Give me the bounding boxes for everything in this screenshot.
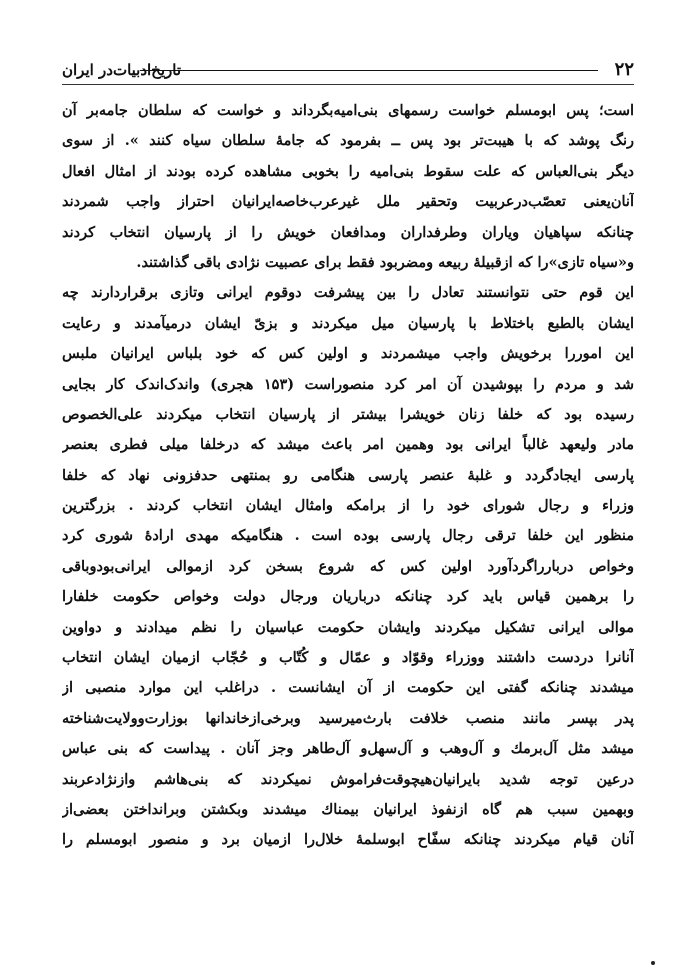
- text-line: ایشان بالطبع باختلاط با پارسیان میل میکردند و بزیّ ایشان درمیآمدند و رعایت: [62, 314, 634, 332]
- text-line: این اموررا برخویش واجب میشمردند و اولین کس که خود بلباس ایرانیان ملبس: [62, 345, 634, 363]
- text-line: وبهمین سبب هم گاه ازنفوذ ایرانیان بیمناك میشدند وبکشتن وبرانداختن بعضی‌از: [62, 800, 634, 818]
- text-line: و«سیاه تازی»را که ازقبیلهٔ ربیعه ومضربود فقط برای عصبیت نژادی باقی گذاشتند.: [136, 253, 634, 271]
- text-line: وخواص دربارراگردآورد اولین کس که شروع بسخن کرد ازموالی ایرانی‌بودوباقی: [62, 557, 634, 575]
- header-rule: [140, 70, 598, 71]
- text-line: موالی ایرانی تشکیل میکردند وایشان حکومت عباسیان را نظم میدادند و دواوین: [62, 618, 634, 636]
- text-line: آنان قیام میکردند چنانکه سفّاح ابوسلمهٔ خلال‌را ازمیان برد و منصور ابومسلم را: [62, 831, 634, 849]
- text-line: آنان‌یعنی تعصّب‌درعربیت وتحقیر ملل غیرعرب‌خاصه‌ایرانیان احتراز واجب شمردند: [62, 193, 634, 211]
- text-line: درعین توجه شدید بایرانیان‌هیچوقت‌فراموش نمیکردند که بنی‌هاشم وازنژادعربند: [62, 770, 634, 788]
- text-line: پارسی ایجادگردد و غلبهٔ عنصر پارسی هنگامی رو بمنتهی حدفزونی نهاد که خلفا: [62, 466, 634, 484]
- text-line: میشد مثل آل‌برمك و آل‌وهب و آل‌سهل‌و آل‌طاهر وجز آنان . پیداست که بنی عباس: [62, 740, 634, 758]
- text-line: دیگر بنی‌العباس که علت سقوط بنی‌امیه را بخوبی مشاهده کرده بودند از امثال افعال: [62, 162, 634, 180]
- text-line: رنگ پوشد که با هیبت‌تر بود پس ــ بفرمود که جامهٔ سلطان سیاه کنند ». از سوی: [62, 132, 634, 150]
- page-number: ۲۲: [614, 59, 634, 80]
- running-title: تاریخ‌ادبیات‌در ایران: [62, 61, 182, 79]
- text-line: پدر بپسر مانند منصب خلافت بارث‌میرسید وبرخی‌ازخاندانها بوزارت‌وولایت‌شناخته: [62, 709, 634, 727]
- text-line: چنانکه سپاهیان ویاران وطرفداران ومدافعان خویش را از پارسیان انتخاب کردند: [62, 223, 634, 241]
- body-text: [62, 96, 634, 856]
- text-line: منظور این خلفا ترقی رجال پارسی بوده است . هنگامیکه مهدی ارادهٔ شوری کرد: [62, 527, 634, 545]
- text-line: وزراء و رجال شورای خود را از برامکه وامثال ایشان انتخاب کردند . بزرگترین: [62, 497, 634, 515]
- text-line: رسیده بود که خلفا زنان خویشرا بیشتر از پارسیان انتخاب میکردند علی‌الخصوص: [62, 405, 634, 423]
- text-line: را برهمین قیاس باید کرد چنانکه درباریان ورجال دولت وخواص حکومت خلفارا: [62, 588, 634, 606]
- text-line: شد و مردم را بپوشیدن آن امر کرد منصوراست (۱۵۳ هجری) واندک‌اندک کار بجایی: [62, 375, 634, 393]
- text-line: آنانرا دردست داشتند ووزراء وقوّاد و عمّال و کُتّاب و حُجّاب ازمیان ایشان انتخاب: [62, 649, 634, 667]
- text-line: مادر ولیعهد غالباً ایرانی بود وهمین امر باعث میشد که درخلفا میلی فطری بعنصر: [62, 436, 634, 454]
- text-line: میشدند چنانکه گفتی این حکومت از آن ایشانست . دراغلب این موارد منصبی از: [62, 679, 634, 697]
- page-header: [62, 60, 634, 84]
- header-divider: [62, 84, 634, 85]
- print-speck: [651, 961, 655, 965]
- text-line: است؛ پس ابومسلم خواست رسمهای بنی‌امیه‌بگرداند و خواست که سلطان جامه‌بر آن: [62, 102, 634, 119]
- text-line: این قوم حتی نتوانستند تعادل را بین پیشرفت دوقوم ایرانی وتازی برقراردارند چه: [62, 284, 634, 302]
